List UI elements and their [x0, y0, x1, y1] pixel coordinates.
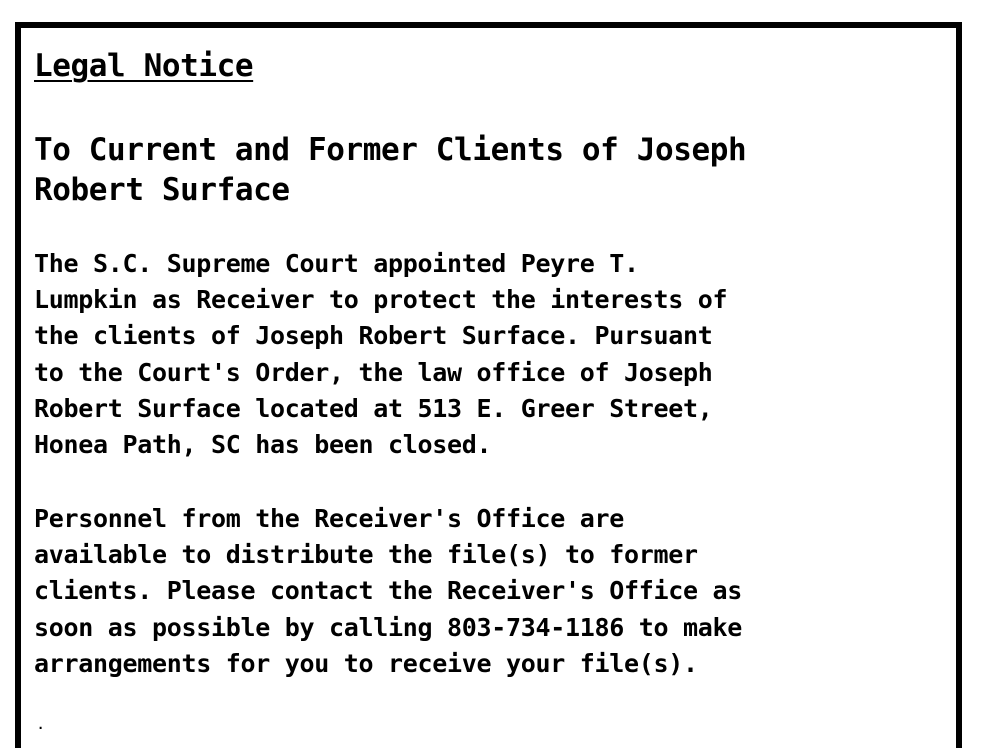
notice-title — [34, 130, 746, 210]
paragraph-line: The S.C. Supreme Court appointed Peyre T. — [34, 249, 639, 278]
notice-title-line: To Current and Former Clients of Joseph — [34, 132, 747, 168]
paragraph-line: soon as possible by calling 803-734-1186 to make — [34, 612, 743, 642]
receiver-appointment-paragraph — [34, 246, 727, 463]
paragraph-line: Robert Surface located at 513 E. Greer Street, — [34, 393, 713, 423]
notice-title-line: Robert Surface — [34, 172, 290, 208]
legal-notice-box — [15, 22, 962, 748]
notice-heading: Legal Notice — [34, 48, 254, 84]
file-distribution-paragraph — [34, 501, 742, 682]
paragraph-line: Lumpkin as Receiver to protect the interests of — [34, 285, 728, 315]
paragraph-line: arrangements for you to receive your file(s). — [34, 648, 698, 678]
paragraph-line: Honea Path, SC has been closed. — [34, 430, 492, 460]
paragraph-line: available to distribute the file(s) to former — [34, 540, 698, 570]
paragraph-line: the clients of Joseph Robert Surface. Pursuant — [34, 321, 713, 351]
trailing-mark: . — [37, 718, 45, 732]
paragraph-line: clients. Please contact the Receiver's Office as — [34, 576, 743, 606]
paragraph-line: Personnel from the Receiver's Office are — [34, 504, 625, 533]
paragraph-line: to the Court's Order, the law office of Joseph — [34, 357, 713, 387]
